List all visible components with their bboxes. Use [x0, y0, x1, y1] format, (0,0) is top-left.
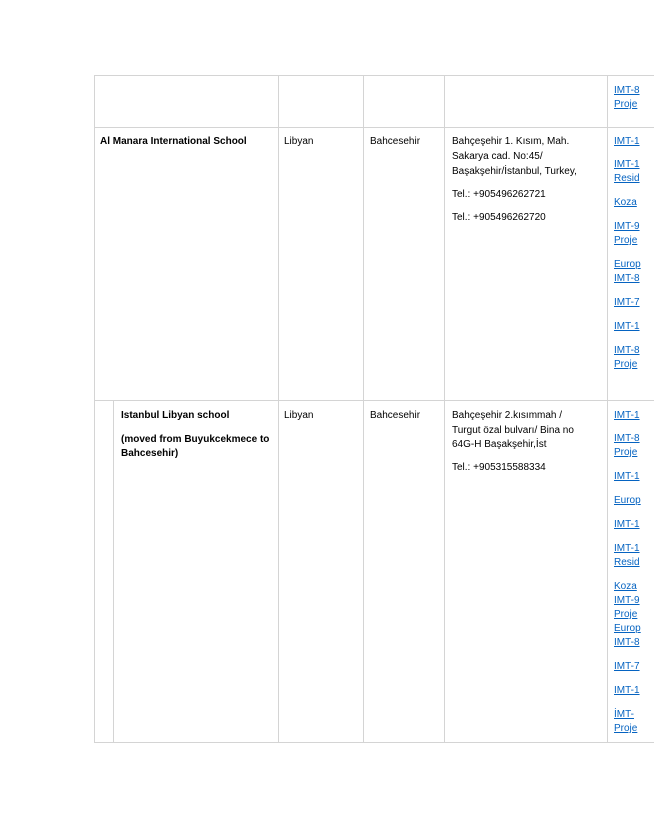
phone: Tel.: +905315588334: [452, 462, 546, 473]
table-row: [94, 127, 654, 400]
project-link[interactable]: IMT-8: [614, 637, 640, 648]
project-link[interactable]: IMT-8: [614, 85, 640, 96]
project-link[interactable]: IMT-7: [614, 297, 640, 308]
project-link[interactable]: Proje: [614, 723, 638, 734]
project-link[interactable]: Koza: [614, 581, 637, 592]
project-link[interactable]: Proje: [614, 359, 638, 370]
nationality: Libyan: [284, 136, 314, 147]
project-link[interactable]: Europ: [614, 495, 641, 506]
project-link[interactable]: IMT-1: [614, 321, 640, 332]
address-line: 64G-H Başakşehir,İst: [452, 439, 547, 450]
project-link[interactable]: Proje: [614, 235, 638, 246]
project-link[interactable]: IMT-8: [614, 345, 640, 356]
phone: Tel.: +905496262720: [452, 212, 546, 223]
project-link[interactable]: IMT-9: [614, 221, 640, 232]
project-link[interactable]: Proje: [614, 447, 638, 458]
phone: Tel.: +905496262721: [452, 189, 546, 200]
project-link[interactable]: IMT-1: [614, 471, 640, 482]
project-link[interactable]: IMT-1: [614, 410, 640, 421]
project-link[interactable]: Proje: [614, 609, 638, 620]
project-link[interactable]: Europ: [614, 259, 641, 270]
address-line: Başakşehir/İstanbul, Turkey,: [452, 166, 577, 177]
school-name: Al Manara International School: [100, 136, 247, 147]
project-link[interactable]: Proje: [614, 99, 638, 110]
nationality: Libyan: [284, 410, 314, 421]
school-note: (moved from Buyukcekmece to: [121, 434, 270, 445]
project-link[interactable]: Resid: [614, 557, 640, 568]
address-line: Turgut özal bulvarı/ Bina no: [452, 425, 574, 436]
project-link[interactable]: IMT-1: [614, 519, 640, 530]
grid-line: [94, 742, 654, 743]
table-row: [94, 75, 654, 127]
project-link[interactable]: IMT-1: [614, 159, 640, 170]
address-line: Bahçeşehir 1. Kısım, Mah.: [452, 136, 570, 147]
project-link[interactable]: IMT-8: [614, 273, 640, 284]
address-line: Bahçeşehir 2.kısımmah /: [452, 410, 563, 421]
project-link[interactable]: Resid: [614, 173, 640, 184]
project-link[interactable]: İMT-: [614, 709, 634, 720]
project-link[interactable]: IMT-9: [614, 595, 640, 606]
project-link[interactable]: IMT-7: [614, 661, 640, 672]
project-link[interactable]: Europ: [614, 623, 641, 634]
address-line: Sakarya cad. No:45/: [452, 151, 543, 162]
project-link[interactable]: IMT-1: [614, 543, 640, 554]
project-link[interactable]: IMT-8: [614, 433, 640, 444]
school-name: Istanbul Libyan school: [121, 410, 230, 421]
school-table: [94, 75, 654, 743]
school-note: Bahcesehir): [121, 448, 179, 459]
district: Bahcesehir: [370, 136, 421, 147]
project-link[interactable]: IMT-1: [614, 685, 640, 696]
table-row: [94, 400, 654, 742]
project-link[interactable]: IMT-1: [614, 136, 640, 147]
project-link[interactable]: Koza: [614, 197, 637, 208]
district: Bahcesehir: [370, 410, 421, 421]
